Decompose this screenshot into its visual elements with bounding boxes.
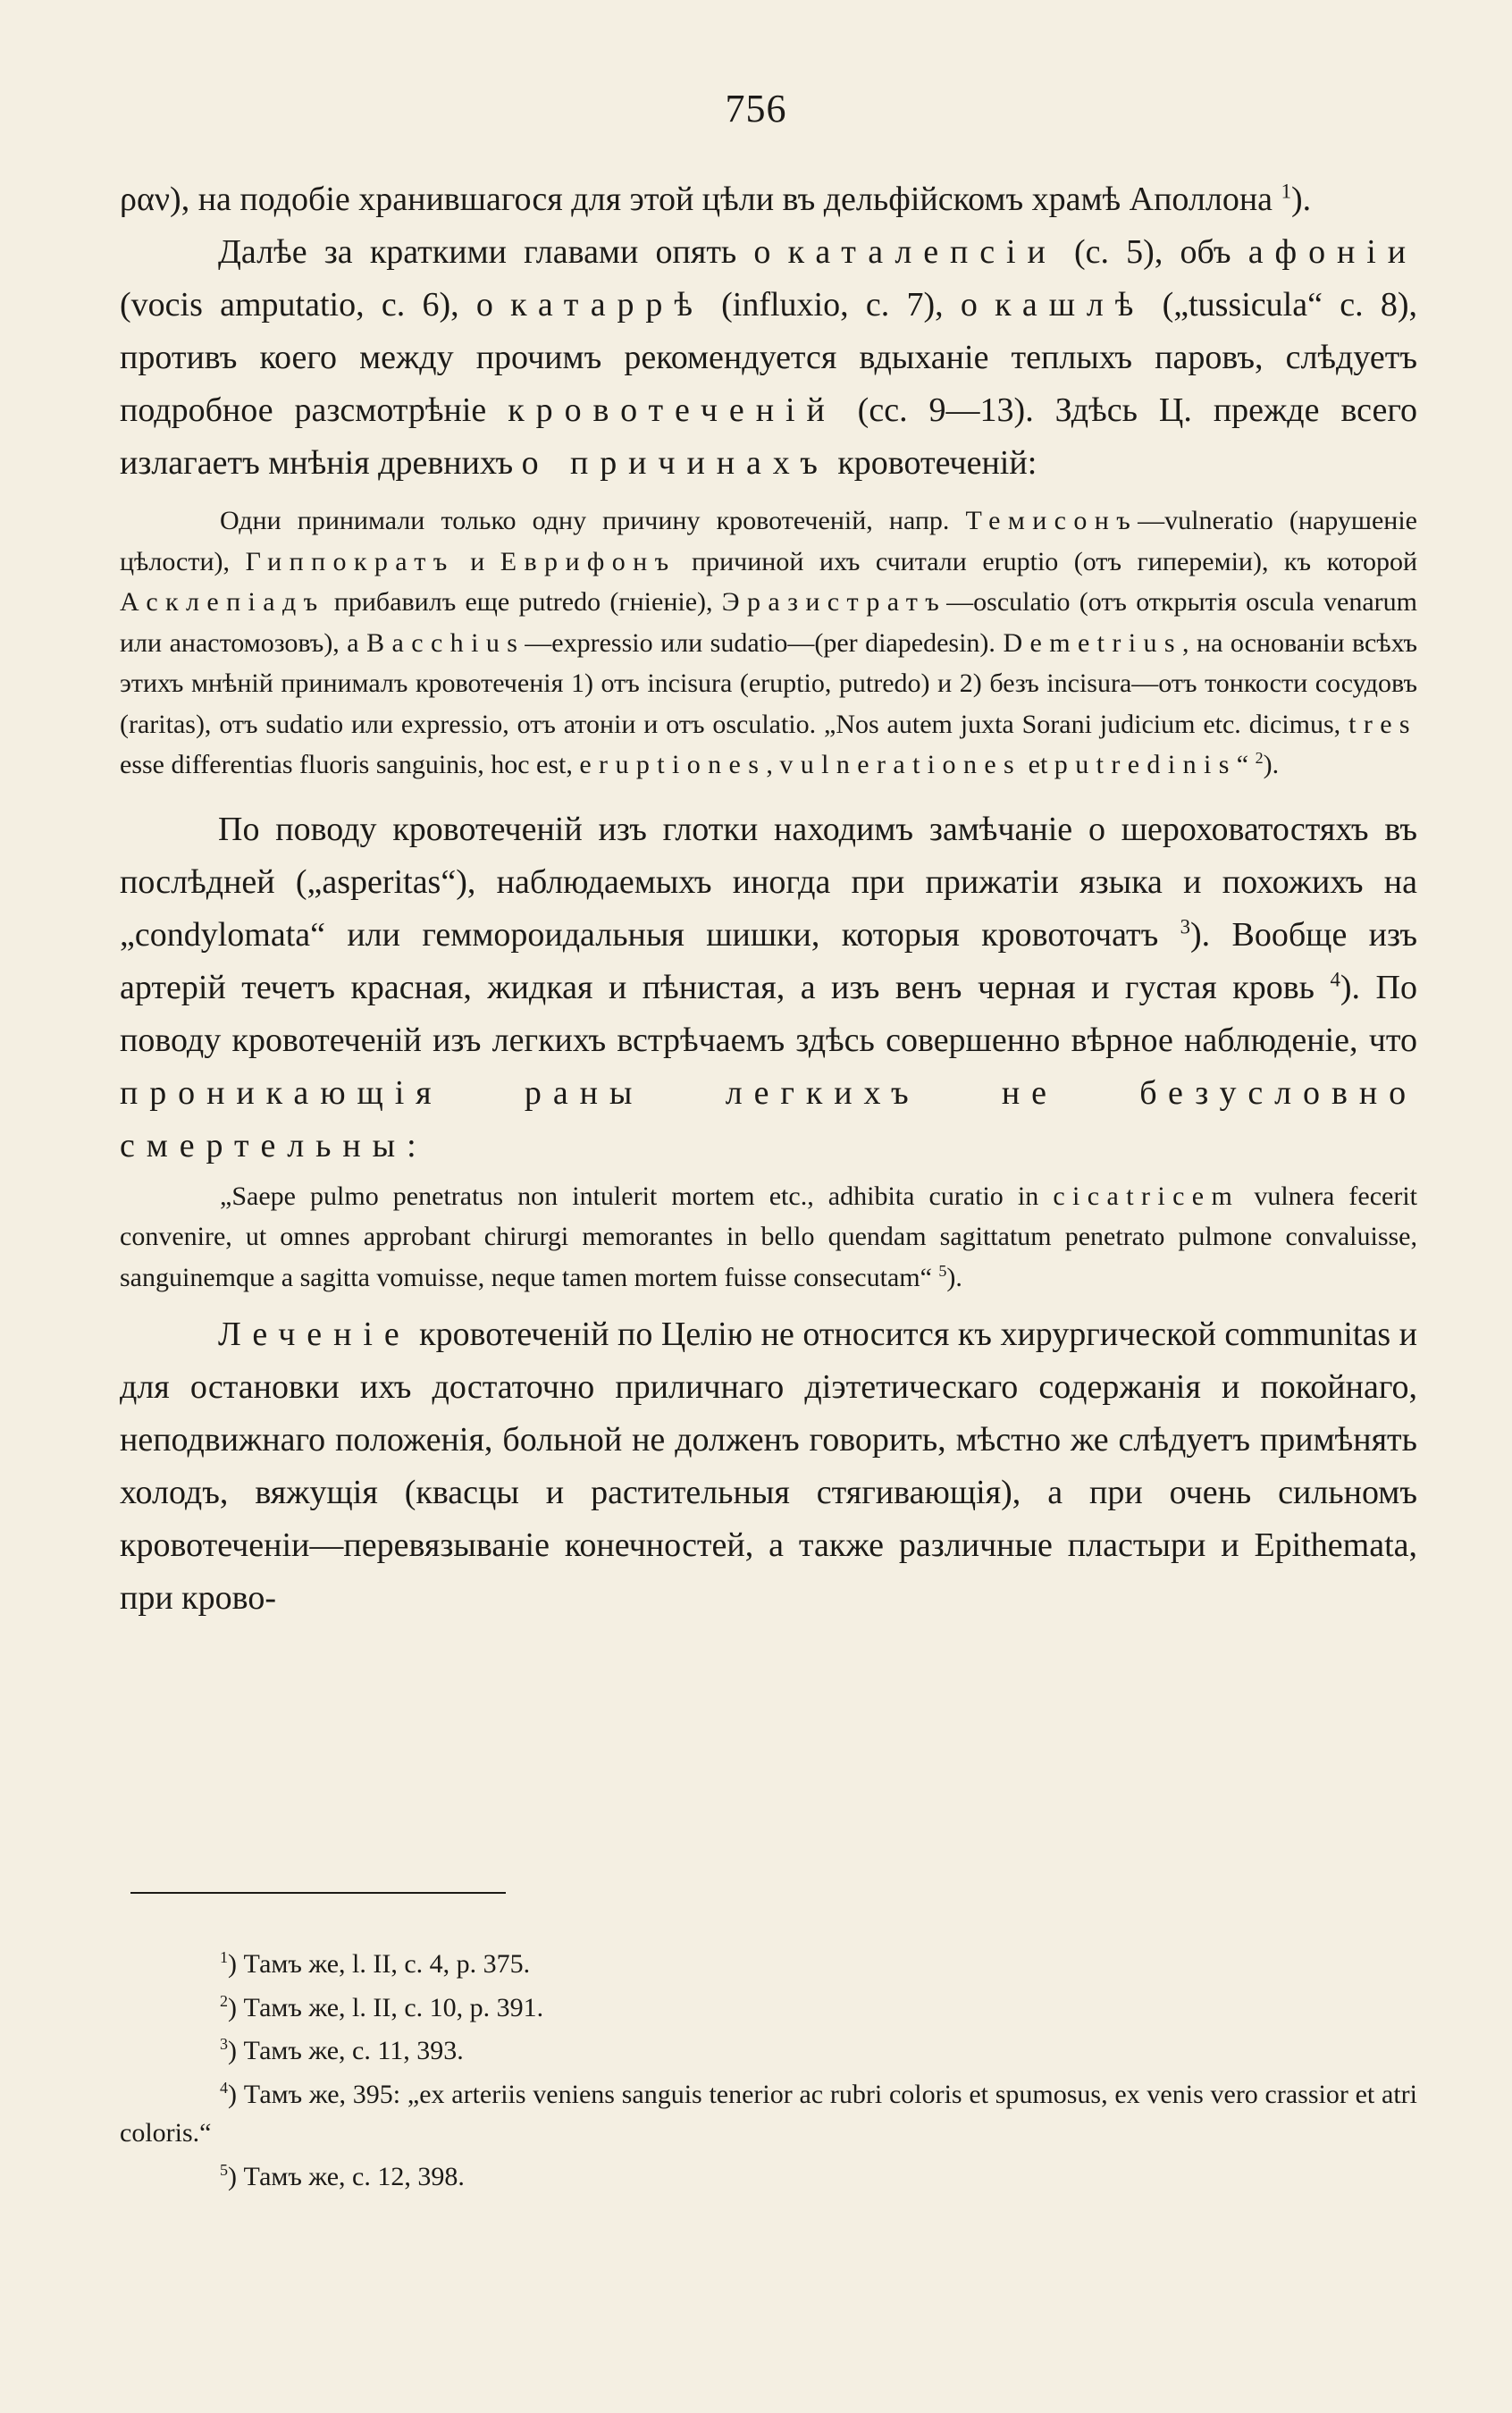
footnote-mark: 5 <box>220 2160 228 2179</box>
text-run: кровотеченій по Целію не относится къ хирургической communitas и для остановки ихъ достаточно приличнаго діэтетическаго содержанія и покойнаго, неподвижнаго положенія, больной не долженъ говорить, мѣстно же слѣдуетъ примѣнять холодъ, вяжущія (квасцы и растительныя стягивающія), а при очень сильномъ кровотеченіи—перевязываніе конечностей, а также различные пластыри и Epithemata, при крово- <box>120 1316 1417 1617</box>
text-run: : <box>407 1126 416 1164</box>
footnote: $^4$) Тамъ же, 395: „ex arteriis veniens sanguis tenerior ac rubri coloris et spumosus, ex venis vero crassior et atri coloris.“ <box>120 2078 1417 2148</box>
text-run: et <box>1021 750 1054 779</box>
text-run: Одни принимали только одну причину кровотеченій, напр. <box>220 506 966 535</box>
spaced-emphasis: афоніи <box>1247 233 1417 271</box>
main-text <box>120 173 1417 1625</box>
footnote-reference: 4 <box>1330 967 1340 990</box>
footnote: $^3$) Тамъ же, c. 11, 393. <box>220 2035 464 2065</box>
text-run: („tussicula“ с. 8), противъ коего между прочимъ рекомендуется вдыханіе теплыхъ паровъ, слѣдуетъ подробное разсмотрѣніе <box>120 286 1417 429</box>
spaced-emphasis: каталепсіи <box>787 233 1057 271</box>
footnote: $^5$) Тамъ же, c. 12, 398. <box>220 2160 465 2191</box>
footnote-text: Тамъ же, c. 11, 393. <box>243 2036 464 2065</box>
text-run: ). <box>1290 181 1312 218</box>
spaced-emphasis: Асклепіадъ <box>120 587 325 617</box>
spaced-emphasis: кровотеченій <box>508 391 836 429</box>
footnote-divider <box>130 1892 506 1894</box>
footnote-mark: 2 <box>220 1991 228 2010</box>
text-run: “ <box>1236 750 1256 779</box>
paragraph <box>120 803 1417 1173</box>
spaced-emphasis: eruptiones <box>579 750 767 779</box>
spaced-emphasis: о причинахъ <box>521 444 829 482</box>
footnotes <box>120 1945 1417 2200</box>
spaced-emphasis: Темисонъ <box>965 506 1138 535</box>
text-run: кровотеченій: <box>828 444 1037 482</box>
footnote-text: Тамъ же, c. 12, 398. <box>243 2161 465 2191</box>
paragraph <box>120 226 1417 490</box>
text-run: и <box>454 546 500 576</box>
spaced-emphasis: Еврифонъ <box>500 546 676 576</box>
spaced-emphasis: Эразистратъ <box>721 587 947 617</box>
footnote-reference: 2 <box>1255 749 1264 768</box>
paragraph <box>120 1308 1417 1625</box>
spaced-emphasis: tres <box>1348 709 1417 739</box>
spaced-emphasis: Demetrius <box>1003 627 1183 658</box>
spaced-emphasis: Bacchius <box>366 627 525 658</box>
footnote-text: Тамъ же, l. II, c. 4, p. 375. <box>243 1949 531 1979</box>
text-run: „Saepe pulmo penetratus non intulerit mortem etc., adhibita curatio in <box>220 1181 1054 1211</box>
spaced-emphasis: кашлѣ <box>995 286 1146 324</box>
text-run: ραν), на подобіе хранившагося для этой цѣли въ дельфійскомъ храмѣ Аполлона <box>120 181 1281 218</box>
quotation <box>120 1176 1417 1299</box>
text-run: —vulneratio (нарушеніе цѣлости), <box>120 506 1417 576</box>
text-run: ). <box>1263 750 1280 779</box>
footnote-reference: 3 <box>1180 914 1190 937</box>
text-run: —expressio или sudatio—(per diapedesin). <box>525 627 1004 658</box>
spaced-emphasis: Гиппократъ <box>245 546 455 576</box>
text-run: (с. 5), объ <box>1056 233 1248 271</box>
text-run: esse differentias fluoris sanguinis, hoc est, <box>120 750 580 779</box>
footnote-text: Тамъ же, l. II, c. 10, p. 391. <box>243 1992 544 2022</box>
text-run: По поводу кровотеченій изъ глотки находимъ замѣчаніе о шероховатостяхъ въ послѣдней („asperitas“), наблюдаемыхъ иногда при прижатіи языка и похожихъ на „condylomata“ или геммороидальныя шишки, которыя кровоточатъ <box>120 810 1417 954</box>
text-run: —osculatio (отъ открытія oscula venarum или анастомозовъ), а <box>120 587 1417 658</box>
text-run: , на основаніи всѣхъ этихъ мнѣній принималъ кровотеченія 1) отъ incisura (eruptio, putredo) и 2) безъ incisura—отъ тонкости сосудовъ (raritas), отъ sudatio или expressio, отъ атоніи и отъ osculatio. „Nos autem juxta Sorani judicium etc. dicimus, <box>120 627 1418 739</box>
spaced-emphasis: vulnerationes <box>779 750 1022 779</box>
text-run: ). По поводу кровотеченій изъ легкихъ встрѣчаемъ здѣсь совершенно вѣрное наблюденіе, что <box>120 968 1417 1059</box>
footnote: $^2$) Тамъ же, l. II, c. 10, p. 391. <box>220 1991 544 2022</box>
spaced-emphasis: putredinis <box>1054 750 1237 779</box>
spaced-emphasis: катаррѣ <box>510 286 704 324</box>
quotation <box>120 500 1417 786</box>
paragraph <box>120 173 1417 226</box>
footnote-mark: 4 <box>220 2078 228 2097</box>
footnote-mark: 3 <box>220 2035 228 2054</box>
footnote-text: Тамъ же, 395: „ex arteriis veniens sanguis tenerior ac rubri coloris et spumosus, ex venis vero crassior et atri coloris.“ <box>120 2079 1417 2148</box>
text-run: Далѣе за краткими главами опять о <box>218 233 788 271</box>
footnote: $^1$) Тамъ же, l. II, c. 4, p. 375. <box>220 1948 531 1979</box>
spaced-emphasis: cicatricem <box>1053 1181 1240 1211</box>
footnote-mark: 1 <box>220 1948 228 1967</box>
footnote-reference: 5 <box>938 1261 947 1280</box>
spaced-emphasis: Леченіе <box>218 1316 411 1353</box>
spaced-emphasis: проникающія раны легкихъ не безусловно смертельны <box>120 1073 1417 1164</box>
text-run: ). <box>946 1262 962 1292</box>
text-run: , <box>766 750 780 779</box>
footnote-reference: 1 <box>1281 180 1291 203</box>
text-run: причиной ихъ считали eruptio (отъ гипереміи), къ которой <box>676 546 1417 576</box>
text-run: прибавилъ еще putredo (гніеніе), <box>324 587 722 617</box>
text-run: (vocis amputatio, с. 6), о <box>120 286 511 324</box>
text-run: ). Вообще изъ артерій течетъ красная, жидкая и пѣнистая, а изъ венъ черная и густая кровь <box>120 915 1417 1006</box>
text-run: (сс. 9—13). Здѣсь Ц. прежде всего излагаетъ мнѣнія древнихъ <box>120 391 1418 482</box>
text-run: (influxio, с. 7), о <box>703 286 995 324</box>
text-run: vulnera fecerit convenire, ut omnes approbant chirurgi memorantes in bello quendam sagittatum penetrato pulmone convaluisse, sanguinemque a sagitta vomuisse, neque tamen mortem fuisse consecutam“ <box>120 1181 1417 1292</box>
page-number: 756 <box>725 87 787 130</box>
